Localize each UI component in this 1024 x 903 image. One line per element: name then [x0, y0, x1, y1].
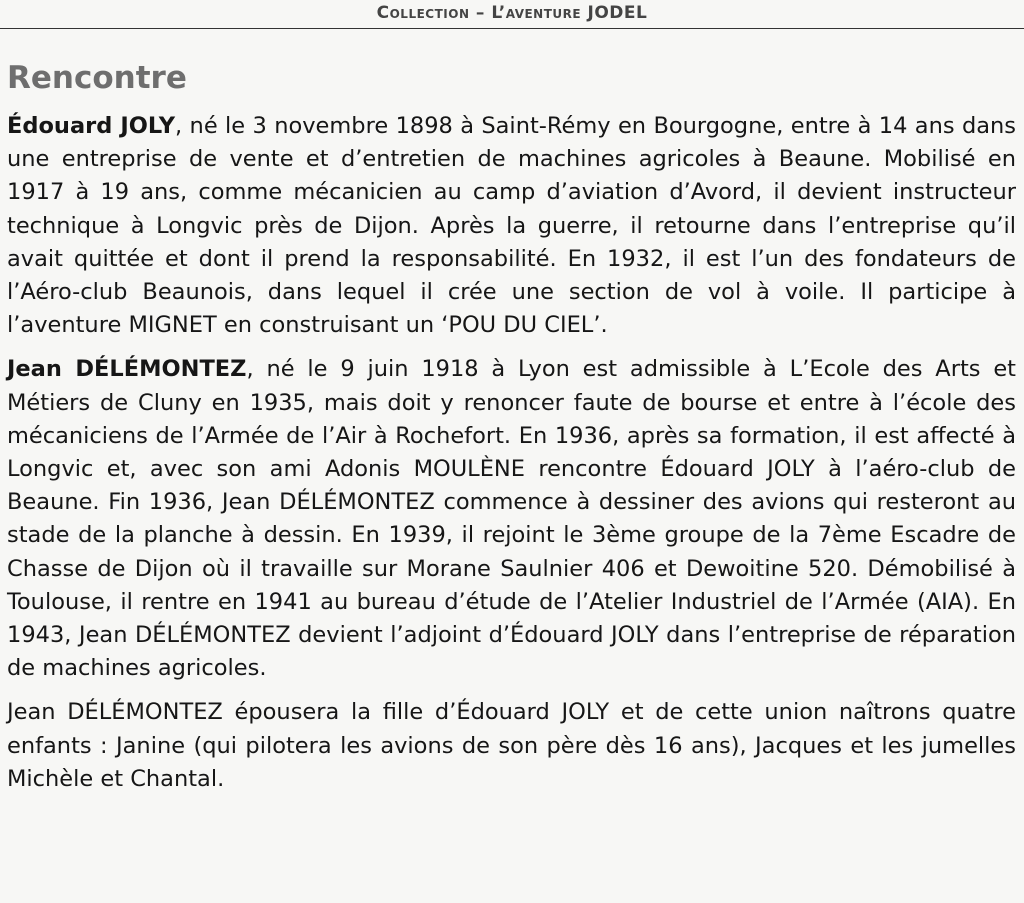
- header-brand: JODEL: [587, 3, 648, 23]
- header-collection-label: Collection: [376, 3, 470, 23]
- paragraph-text: , né le 3 novembre 1898 à Saint-Rémy en Bourgogne, entre à 14 ans dans une entreprise de vente et d’entretien de machines agricoles à Beaune. Mobilisé en 1917 à 19 ans, comme mécanicien au camp d’aviation d’Avord, il devient instructeur technique à Longvic près de Dijon. Après la guerre, il retourne dans l’entreprise qu’il avait quittée et dont il prend la responsabilité. En 1932, il est l’un des fondateurs de l’Aéro-club Beaunois, dans lequel il crée une section de vol à voile. Il participe à l’aventure MIGNET en construisant un ‘POU DU CIEL’.: [7, 113, 1016, 339]
- paragraph-family: [7, 696, 1016, 796]
- paragraph-jean-delemontez: [7, 353, 1016, 685]
- section-title: Rencontre: [7, 60, 187, 96]
- body-text: [7, 110, 1016, 807]
- person-name-jean-delemontez: Jean DÉLÉMONTEZ: [7, 356, 247, 383]
- header-aventure-label: L’aventure: [491, 3, 582, 23]
- running-header: [0, 0, 1024, 29]
- paragraph-text: , né le 9 juin 1918 à Lyon est admissible à L’Ecole des Arts et Métiers de Cluny en 1935, mais doit y renoncer faute de bourse et entre à l’école des mécaniciens de l’Armée de l’Air à Rochefort. En 1936, après sa formation, il est affecté à Longvic et, avec son ami Adonis MOULÈNE rencontre Édouard JOLY à l’aéro-club de Beaune. Fin 1936, Jean DÉLÉMONTEZ commence à dessiner des avions qui resteront au stade de la planche à dessin. En 1939, il rejoint le 3ème groupe de la 7ème Escadre de Chasse de Dijon où il travaille sur Morane Saulnier 406 et Dewoitine 520. Démobilisé à Toulouse, il rentre en 1941 au bureau d’étude de l’Atelier Industriel de l’Armée (AIA). En 1943, Jean DÉLÉMONTEZ devient l’adjoint d’Édouard JOLY dans l’entreprise de réparation de machines agricoles.: [7, 356, 1016, 682]
- paragraph-text: Jean DÉLÉMONTEZ épousera la fille d’Édouard JOLY et de cette union naîtrons quatre enfants : Janine (qui pilotera les avions de son père dès 16 ans), Jacques et les jumelles Michèle et Chantal.: [7, 699, 1016, 792]
- person-name-edouard-joly: Édouard JOLY: [7, 113, 176, 139]
- paragraph-edouard-joly: [7, 110, 1016, 342]
- header-separator: –: [469, 3, 492, 23]
